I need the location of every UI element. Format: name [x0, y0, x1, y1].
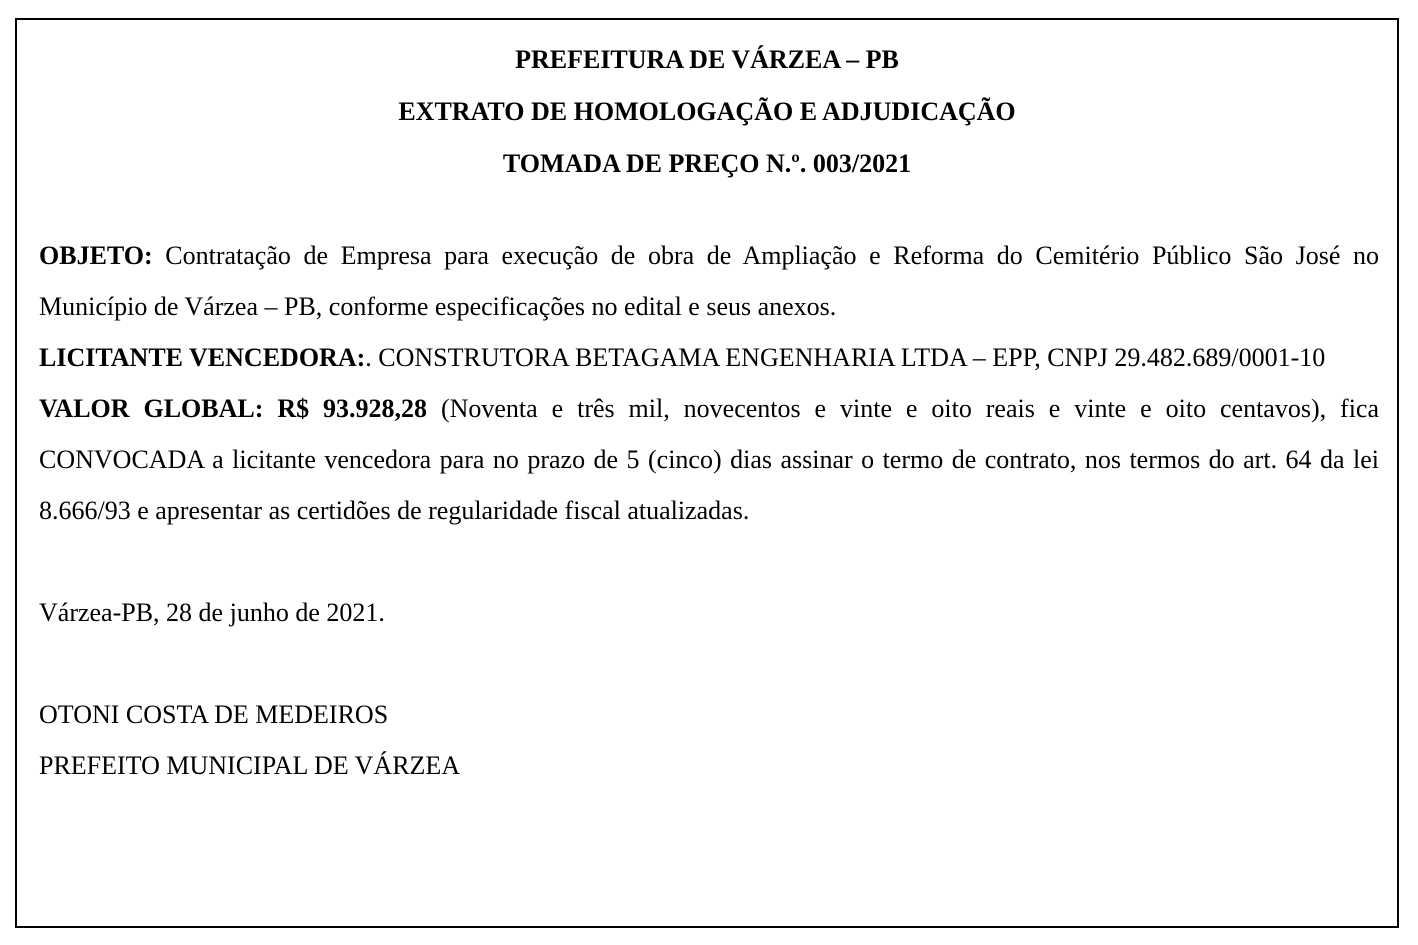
- valor-text: (Noventa e três mil, novecentos e vinte e oito reais e vinte e oito centavos), fica CONVOCADA a licitante vencedora para no prazo de 5 (cinco) dias assinar o termo de contrato, nos termos do art. 64 da lei 8.666/93 e apresentar as certidões de regularidade fiscal atualizadas.: [39, 394, 1380, 525]
- objeto-paragraph: [39, 230, 1379, 332]
- signature-name: OTONI COSTA DE MEDEIROS: [39, 700, 389, 729]
- licitante-text: . CONSTRUTORA BETAGAMA ENGENHARIA LTDA – EPP, CNPJ 29.482.689/0001-10: [365, 343, 1326, 372]
- valor-paragraph: [39, 383, 1379, 536]
- licitante-label: LICITANTE VENCEDORA:: [39, 343, 366, 372]
- document-body: [39, 230, 1379, 791]
- valor-label: VALOR GLOBAL:: [39, 394, 264, 423]
- document-header: [17, 34, 1397, 190]
- signature-title: PREFEITO MUNICIPAL DE VÁRZEA: [39, 751, 461, 780]
- objeto-label: OBJETO:: [39, 241, 153, 270]
- header-document-type: EXTRATO DE HOMOLOGAÇÃO E ADJUDICAÇÃO: [398, 97, 1016, 126]
- spacer: [39, 536, 1379, 587]
- licitante-paragraph: [39, 332, 1379, 383]
- document-frame: [15, 18, 1399, 928]
- spacer: [39, 638, 1379, 689]
- date-line: Várzea-PB, 28 de junho de 2021.: [39, 598, 385, 627]
- header-municipality: PREFEITURA DE VÁRZEA – PB: [515, 45, 899, 74]
- objeto-text: Contratação de Empresa para execução de obra de Ampliação e Reforma do Cemitério Público São José no Município de Várzea – PB, conforme especificações no edital e seus anexos.: [39, 241, 1379, 321]
- valor-amount: R$ 93.928,28: [263, 394, 428, 423]
- header-process-number: TOMADA DE PREÇO N.º. 003/2021: [502, 149, 912, 178]
